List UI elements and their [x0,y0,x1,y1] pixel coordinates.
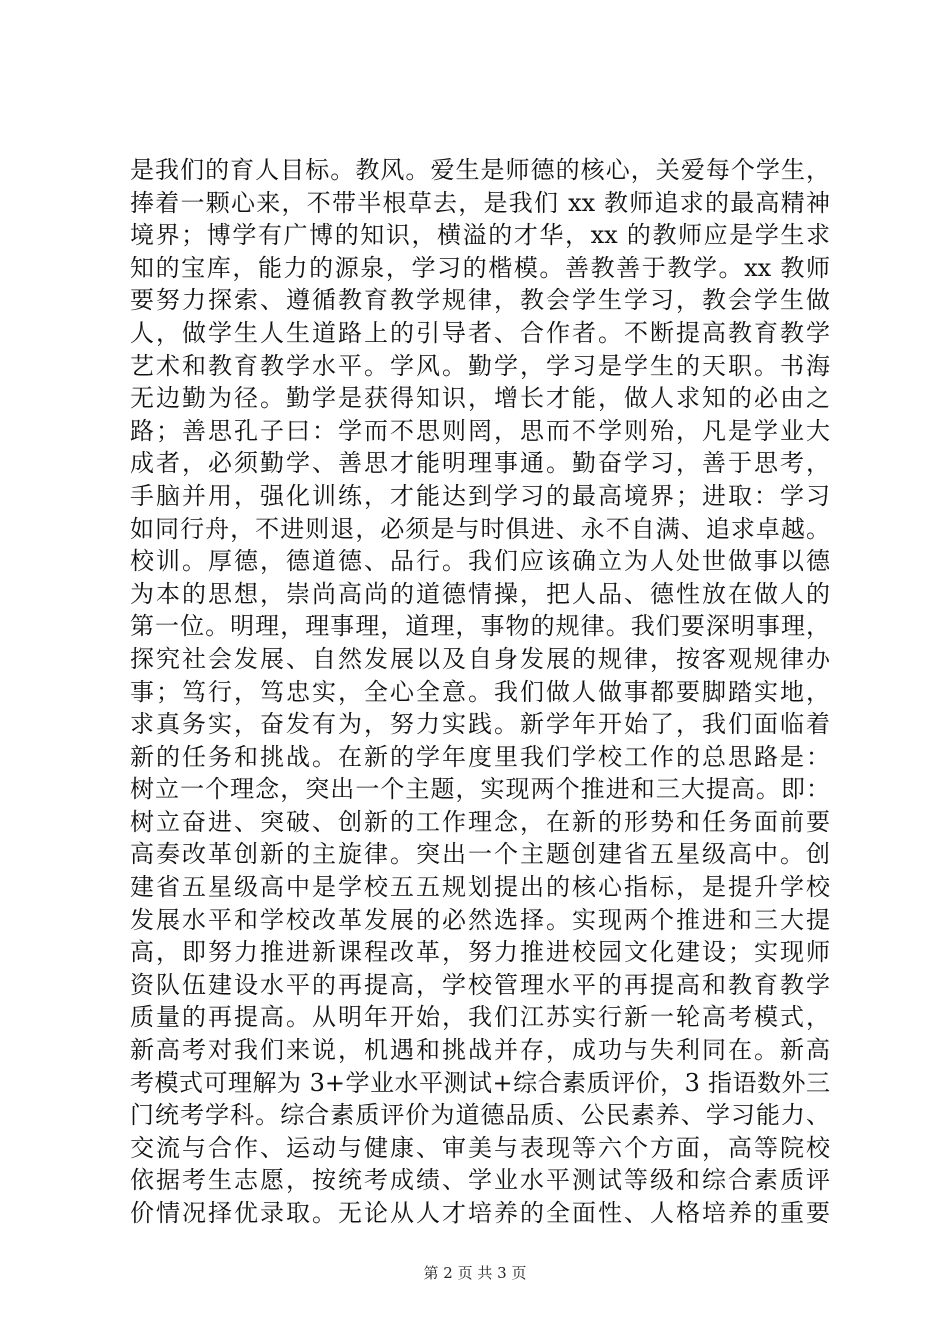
text-line: 交流与合作、运动与健康、审美与表现等六个方面，高等院校 [130,1133,830,1162]
text-line: 要努力探索、遵循教育教学规律，教会学生学习，教会学生做 [130,286,830,315]
text-line: 高，即努力推进新课程改革，努力推进校园文化建设；实现师 [130,938,830,967]
text-line: 依据考生志愿，按统考成绩、学业水平测试等级和综合素质评 [130,1166,830,1195]
text-line: 质量的再提高。从明年开始，我们江苏实行新一轮高考模式， [130,1003,830,1032]
text-line: 树立奋进、突破、创新的工作理念，在新的形势和任务面前要 [130,807,830,836]
page-footer: 第 2 页 共 3 页 [423,1264,527,1282]
text-line: 知的宝库，能力的源泉，学习的楷模。善教善于教学。xx 教师 [130,253,830,282]
text-line: 第一位。明理，理事理，道理，事物的规律。我们要深明事理， [130,612,830,641]
text-line: 如同行舟，不进则退，必须是与时俱进、永不自满、追求卓越。 [130,514,830,543]
text-line: 建省五星级高中是学校五五规划提出的核心指标，是提升学校 [130,873,830,902]
text-line: 境界；博学有广博的知识，横溢的才华，xx 的教师应是学生求 [130,221,830,250]
text-line: 捧着一颗心来，不带半根草去，是我们 xx 教师追求的最高精神 [130,188,830,217]
text-line: 门统考学科。综合素质评价为道德品质、公民素养、学习能力、 [130,1101,830,1130]
text-line: 高奏改革创新的主旋律。突出一个主题创建省五星级高中。创 [130,840,830,869]
text-line: 成者，必须勤学、善思才能明理事通。勤奋学习，善于思考， [130,449,830,478]
text-line: 路；善思孔子曰：学而不思则罔，思而不学则殆，凡是学业大 [130,416,830,445]
text-line: 为本的思想，崇尚高尚的道德情操，把人品、德性放在做人的 [130,579,830,608]
text-line: 发展水平和学校改革发展的必然选择。实现两个推进和三大提 [130,905,830,934]
text-line: 人，做学生人生道路上的引导者、合作者。不断提高教育教学 [130,318,830,347]
text-line: 是我们的育人目标。教风。爱生是师德的核心，关爱每个学生， [130,156,830,184]
text-line: 新高考对我们来说，机遇和挑战并存，成功与失利同在。新高 [130,1036,830,1065]
text-line: 树立一个理念，突出一个主题，实现两个推进和三大提高。即： [130,775,830,804]
body-paragraph [130,154,830,1230]
text-line: 新的任务和挑战。在新的学年度里我们学校工作的总思路是： [130,742,830,771]
text-line: 价情况择优录取。无论从人才培养的全面性、人格培养的重要 [130,1199,830,1227]
text-line: 艺术和教育教学水平。学风。勤学，学习是学生的天职。书海 [130,351,830,380]
text-line: 资队伍建设水平的再提高，学校管理水平的再提高和教育教学 [130,970,830,999]
text-line: 事；笃行，笃忠实，全心全意。我们做人做事都要脚踏实地， [130,677,830,706]
text-line: 考模式可理解为 3+学业水平测试+综合素质评价，3 指语数外三 [130,1068,830,1097]
text-line: 无边勤为径。勤学是获得知识，增长才能，做人求知的必由之 [130,384,830,413]
text-line: 求真务实，奋发有为，努力实践。新学年开始了，我们面临着 [130,710,830,739]
text-line: 校训。厚德，德道德、品行。我们应该确立为人处世做事以德 [130,547,830,576]
text-line: 手脑并用，强化训练，才能达到学习的最高境界；进取：学习 [130,481,830,510]
text-line: 探究社会发展、自然发展以及自身发展的规律，按客观规律办 [130,644,830,673]
